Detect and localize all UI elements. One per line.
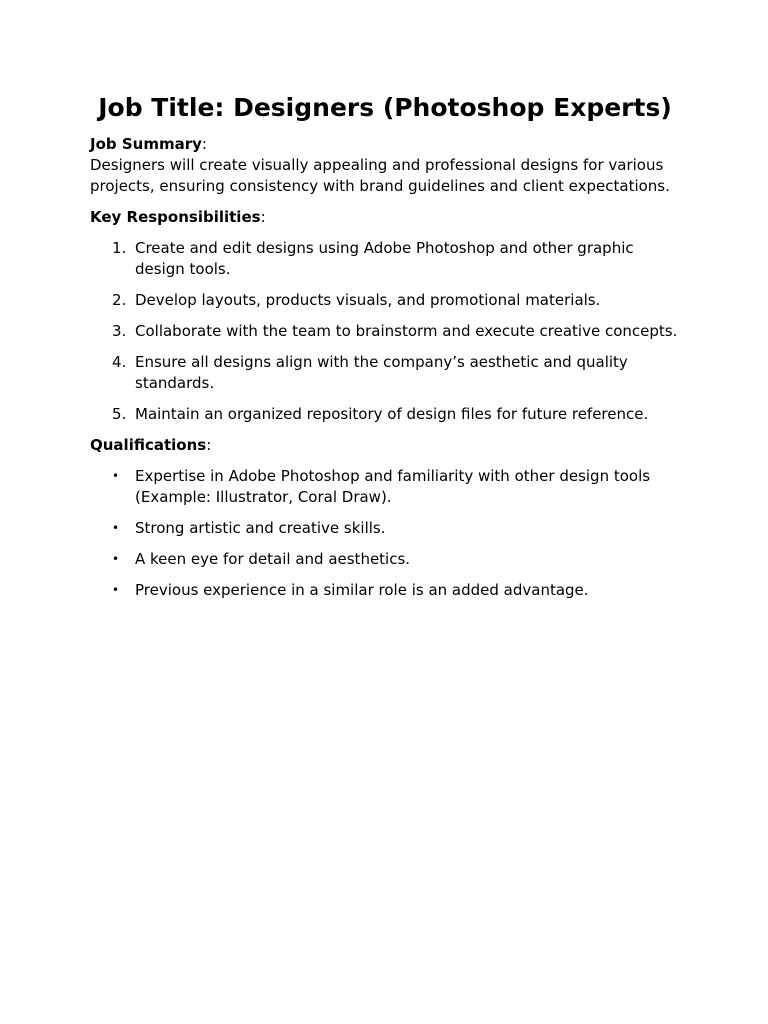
qualifications-heading-label: Qualifications — [90, 436, 207, 454]
job-summary-heading — [90, 134, 680, 155]
responsibility-item — [90, 404, 680, 425]
bullet-icon: • — [112, 552, 120, 566]
list-number: 3. — [112, 322, 127, 340]
qualifications-heading — [90, 435, 680, 456]
qualification-item — [90, 549, 680, 570]
bullet-icon: • — [112, 469, 120, 483]
qualification-text: Strong artistic and creative skills. — [135, 519, 386, 537]
responsibility-item — [90, 290, 680, 311]
responsibilities-list — [90, 238, 680, 425]
responsibility-text: Create and edit designs using Adobe Photoshop and other graphic design tools. — [135, 239, 634, 278]
job-summary-heading-colon: : — [201, 135, 207, 153]
responsibility-item — [90, 352, 680, 394]
page-title: Job Title: Designers (Photoshop Experts) — [98, 93, 672, 122]
qualifications-list — [90, 466, 680, 601]
qualifications-heading-colon: : — [206, 436, 212, 454]
qualification-text: A keen eye for detail and aesthetics. — [135, 550, 411, 568]
qualification-item — [90, 466, 680, 508]
list-number: 2. — [112, 291, 127, 309]
list-number: 4. — [112, 353, 127, 371]
responsibility-text: Ensure all designs align with the company’s aesthetic and quality standards. — [135, 353, 628, 392]
responsibilities-heading — [90, 207, 680, 228]
responsibility-item — [90, 238, 680, 280]
responsibilities-heading-colon: : — [260, 208, 266, 226]
bullet-icon: • — [112, 521, 120, 535]
qualification-text: Expertise in Adobe Photoshop and familiarity with other design tools (Example: Illustrator, Coral Draw). — [135, 467, 651, 506]
qualification-text: Previous experience in a similar role is an added advantage. — [135, 581, 589, 599]
responsibility-text: Maintain an organized repository of design files for future reference. — [135, 405, 649, 423]
job-summary-text: Designers will create visually appealing and professional designs for various projects, ensuring consistency with brand guidelines and client expectations. — [90, 156, 670, 195]
list-number: 5. — [112, 405, 127, 423]
responsibility-text: Develop layouts, products visuals, and promotional materials. — [135, 291, 601, 309]
qualification-item — [90, 580, 680, 601]
responsibilities-heading-label: Key Responsibilities — [90, 208, 261, 226]
document-page — [90, 90, 680, 611]
qualification-item — [90, 518, 680, 539]
list-number: 1. — [112, 239, 127, 257]
responsibility-item — [90, 321, 680, 342]
job-summary-heading-label: Job Summary — [90, 135, 202, 153]
responsibility-text: Collaborate with the team to brainstorm and execute creative concepts. — [135, 322, 678, 340]
bullet-icon: • — [112, 583, 120, 597]
